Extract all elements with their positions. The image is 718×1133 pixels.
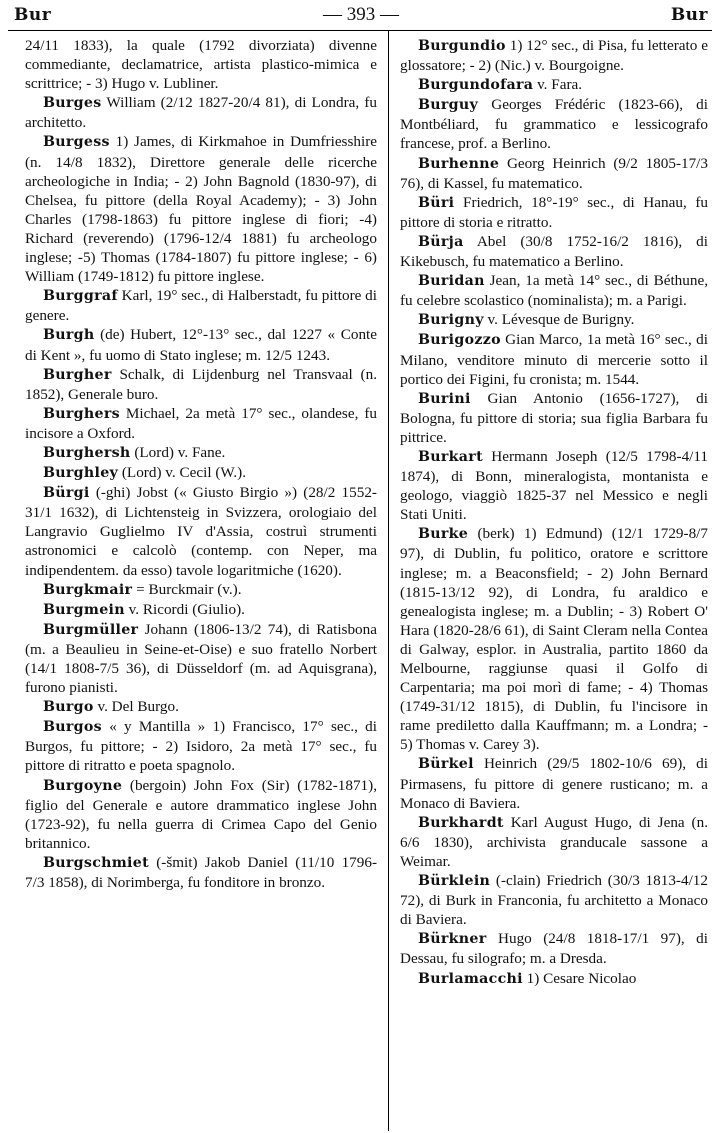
dictionary-entry — [400, 447, 708, 524]
entry-headword: Burgher — [43, 366, 112, 383]
entry-text: Gian Marco, 1a metà 16° sec., di Milano, venditore minuto di mercerie sotto il portico dei Figini, fu cronista; m. 1544. — [400, 331, 708, 388]
entry-headword: Burini — [418, 390, 471, 407]
dictionary-entry — [25, 365, 377, 404]
page-header — [14, 2, 708, 28]
entry-headword: Burkhardt — [418, 814, 504, 831]
entry-headword: Burghley — [43, 465, 119, 482]
right-column — [400, 36, 708, 989]
entry-headword: Burgo — [43, 699, 94, 716]
dictionary-entry — [400, 871, 708, 929]
entry-text: v. Del Burgo. — [97, 698, 179, 716]
dictionary-entry — [400, 330, 708, 388]
header-right-headword: Bur — [670, 5, 708, 25]
entry-headword: Burghers — [43, 405, 120, 422]
entry-text: (Lord) v. Fane. — [134, 443, 226, 461]
entry-text: (-clain) Friedrich (30/3 1813-4/12 72), di Burk in Franconia, fu architetto a Monaco di Baviera. — [400, 872, 708, 929]
entry-headword: Burgos — [43, 719, 102, 736]
dictionary-entry — [25, 483, 377, 579]
entry-text: Schalk, di Lijdenburg nel Transvaal (n. 1852), Generale buro. — [25, 365, 377, 403]
dictionary-entry — [400, 271, 708, 310]
dictionary-entry — [25, 93, 377, 132]
entry-headword: Burggraf — [43, 288, 118, 305]
dictionary-entry — [400, 813, 708, 871]
dictionary-entry — [25, 443, 377, 463]
entry-text: Hugo (24/8 1818-17/1 97), di Dessau, fu silografo; m. a Dresda. — [400, 930, 708, 968]
entry-text: Abel (30/8 1752-16/2 1816), di Kikebusch, fu matematico a Berlino. — [400, 232, 708, 271]
entry-text: Karl, 19° sec., di Halberstadt, fu pittore di genere. — [25, 287, 377, 325]
entry-text: 1) James, di Kirkmahoe in Dumfriesshire (n. 14/8 1832), Direttore generale delle ricerche archeologiche in India; - 2) John Bagnold (1830-97), di Chelsea, fu pittore (della Royal Academy); - 3) John Charles (1798-1863) fu pittore inglese di fiori; -4) Richard (reverendo) (1796-12/4 1881) fu archeologo inglese; -5) Thomas (1784-1807) fu pittore inglese; - 6) William (1749-1812) fu pittore inglese. — [25, 133, 377, 286]
entry-text: (bergoin) John Fox (Sir) (1782-1871), figlio del Generale e autore drammatico inglese John (1723-92), fu nella guerra di Crimea Capo del Genio britannico. — [25, 776, 377, 852]
dictionary-entry — [25, 600, 377, 620]
entry-text: Hermann Joseph (12/5 1798-4/11 1874), di Bonn, mineralogista, montanista e geologo, viaggiò 1825-37 nel Messico e negli Stati Uniti. — [400, 447, 709, 524]
entry-text: Johann (1806-13/2 74), di Ratisbona (m. a Beaulieu in Seine-et-Oise) e suo fratello Norbert (14/1 1808-7/5 36), di Düsseldorf (m. ad Aquisgrana), furono pianisti. — [25, 620, 377, 697]
column-divider — [388, 31, 389, 1131]
entry-headword: Buridan — [418, 273, 485, 290]
dictionary-entry — [400, 154, 708, 193]
entry-headword: Burgmüller — [43, 621, 139, 638]
entry-text: Gian Antonio (1656-1727), di Bologna, fu pittore di storia; sua figlia Barbara fu pittrice. — [400, 389, 708, 446]
entry-headword: Bürkner — [418, 931, 487, 948]
entry-headword: Bürgi — [43, 485, 90, 502]
dictionary-entry — [25, 697, 377, 717]
entry-text: (-šmit) Jakob Daniel (11/10 1796-7/3 1858), di Norimberga, fu fonditore in bronzo. — [25, 853, 377, 892]
dictionary-entry — [400, 754, 708, 812]
header-rule — [8, 30, 712, 31]
entry-text: 1) Cesare Nicolao — [526, 969, 637, 987]
entry-headword: Burgundofara — [418, 77, 534, 94]
entry-headword: Burges — [43, 95, 102, 112]
entry-headword: Büri — [418, 194, 455, 211]
entry-text: Jean, 1a metà 14° sec., di Béthune, fu celebre scolastico (nominalista); m. a Parigi. — [400, 272, 708, 310]
entry-headword: Burghersh — [43, 444, 131, 461]
entry-text: (de) Hubert, 12°-13° sec., dal 1227 « Conte di Kent », fu uomo di Stato inglese; m. 12/5 1243. — [25, 326, 377, 364]
entry-text: William (2/12 1827-20/4 81), di Londra, fu architetto. — [25, 94, 377, 132]
entry-headword: Burhenne — [418, 155, 500, 172]
dictionary-entry — [25, 620, 377, 697]
entry-text: Georges Frédéric (1823-66), di Montbéliard, fu grammatico e lessicografo francese, prof. a Berlino. — [400, 96, 709, 153]
entry-text: Karl August Hugo, di Jena (n. 6/6 1830), archivista granducale sassone a Weimar. — [400, 813, 708, 870]
entry-text: v. Fara. — [537, 76, 583, 94]
dictionary-entry — [400, 232, 708, 271]
entry-headword: Bürklein — [418, 873, 491, 890]
entry-text: 24/11 1833), la quale (1792 divorziata) divenne commediante, declamatrice, artista plastico-mimica e scrittrice; - 3) Hugo v. Lubliner. — [25, 37, 377, 93]
entry-text: Heinrich (29/5 1802-10/6 69), di Pirmasens, fu pittore di genere rusticano; m. a Monaco di Baviera. — [400, 755, 708, 812]
dictionary-entry — [400, 193, 708, 232]
dictionary-entry — [400, 969, 708, 989]
entry-headword: Burgh — [43, 327, 95, 344]
dictionary-entry — [400, 75, 708, 95]
entry-headword: Burlamacchi — [418, 970, 523, 987]
entry-headword: Burigozzo — [418, 332, 501, 349]
entry-headword: Bürja — [418, 233, 464, 250]
dictionary-entry — [25, 404, 377, 443]
dictionary-entry — [400, 310, 708, 330]
entry-headword: Bürkel — [418, 756, 474, 773]
entry-headword: Burkart — [418, 448, 483, 465]
entry-headword: Burgmein — [43, 601, 125, 618]
entry-text: = Burckmair (v.). — [136, 580, 242, 598]
header-left-headword: Bur — [14, 5, 52, 25]
entry-text: v. Ricordi (Giulio). — [128, 600, 245, 618]
dictionary-entry — [25, 132, 377, 286]
page-number: — 393 — — [323, 4, 399, 25]
dictionary-entry — [25, 325, 377, 364]
dictionary-entry — [25, 717, 377, 775]
entry-text: (Lord) v. Cecil (W.). — [121, 464, 247, 482]
entry-headword: Burguy — [418, 97, 479, 114]
dictionary-entry — [25, 580, 377, 600]
entry-headword: Burgess — [43, 134, 110, 151]
entry-text: Michael, 2a metà 17° sec., olandese, fu incisore a Oxford. — [25, 404, 377, 442]
dictionary-entry — [25, 286, 377, 325]
entry-headword: Burgundio — [418, 38, 506, 54]
entry-text: « y Mantilla » 1) Francisco, 17° sec., di Burgos, fu pittore; - 2) Isidoro, 2a metà 17° sec., fu pittore di ritratto e poeta spagnolo. — [25, 718, 377, 775]
entry-headword: Burke — [418, 526, 469, 543]
dictionary-entry — [25, 776, 377, 853]
entry-text: Friedrich, 18°-19° sec., di Hanau, fu pittore di storia e ritratto. — [400, 193, 709, 231]
dictionary-entry — [400, 524, 708, 754]
left-column — [25, 36, 377, 892]
entry-text: v. Lévesque de Burigny. — [487, 311, 635, 329]
dictionary-entry — [25, 853, 377, 892]
entry-text: (-ghi) Jobst (« Giusto Birgio ») (28/2 1552-31/1 1632), di Lichtensteig in Svizzera, orologiaio del Langravio Guglielmo IV d'Assia, costruì strumenti astronomici e calcolò (contemp. con Neper, ma indipendentem. da esso) tavole logaritmiche (1620). — [25, 484, 377, 579]
dictionary-entry — [400, 389, 708, 447]
entry-text: Georg Heinrich (9/2 1805-17/3 76), di Kassel, fu matematico. — [400, 154, 709, 192]
entry-headword: Burgkmair — [43, 581, 133, 598]
dictionary-entry — [25, 36, 377, 93]
dictionary-entry — [400, 929, 708, 968]
entry-text: 1) 12° sec., di Pisa, fu letterato e glossatore; - 2) (Nic.) v. Bourgoigne. — [400, 37, 708, 75]
entry-headword: Burgoyne — [43, 777, 123, 794]
entry-headword: Burigny — [418, 312, 484, 329]
entry-text: (berk) 1) Edmund) (12/1 1729-8/7 97), di Dublin, fu politico, oratore e scrittore inglese; m. a Beaconsfield; - 2) John Bernard (1815-13/12 92), di Londra, fu araldico e genealogista inglese; m. a Dublin; - 3) Robert O' Hara (1820-28/6 61), di Saint Cleram nella Contea di Galway, esplor. in Australia, partito 1860 da Melbourne, raggiunse quasi il Golfo di Carpentaria; ma poi morì di fame; - 4) Thomas (1749-31/12 1815), di Dublin, fu l'incisore in rame prediletto dalla Kauffmann; m. a Londra; - 5) Thomas v. Carey 3). — [400, 525, 708, 754]
entry-headword: Burgschmiet — [43, 854, 149, 871]
dictionary-entry — [400, 36, 708, 75]
dictionary-entry — [400, 95, 708, 153]
dictionary-entry — [25, 463, 377, 483]
